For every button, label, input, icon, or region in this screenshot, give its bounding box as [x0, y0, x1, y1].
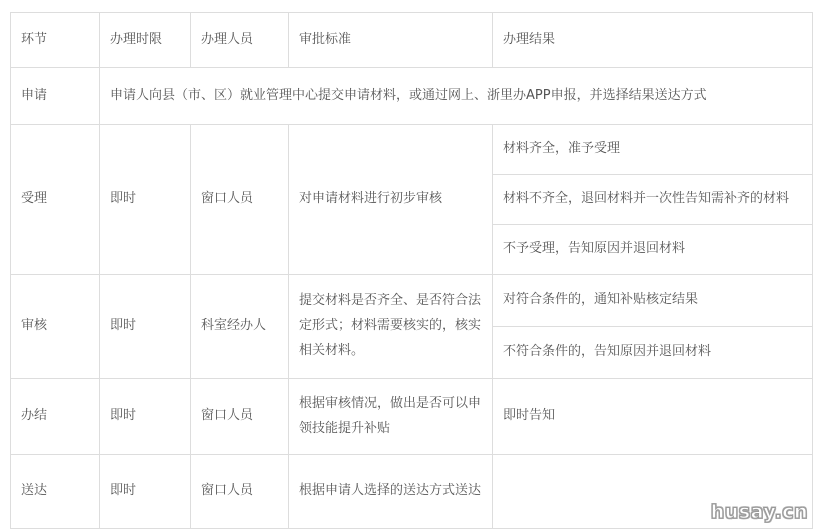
finish-step-cell: 办结 [11, 379, 100, 455]
accept-result-cell-1: 材料齐全，准予受理 [493, 125, 813, 175]
finish-standard-cell: 根据审核情况，做出是否可以申领技能提升补贴 [289, 379, 493, 455]
deliver-staff-cell: 窗口人员 [191, 455, 289, 529]
husay-watermark: husay.cn [710, 501, 808, 523]
row-finish [11, 379, 813, 455]
accept-result-cell-3: 不予受理，告知原因并退回材料 [493, 225, 813, 275]
process-table-container [10, 12, 813, 529]
accept-result-cell-2: 材料不齐全，退回材料并一次性告知需补齐的材料 [493, 175, 813, 225]
apply-description-cell: 申请人向县（市、区）就业管理中心提交申请材料，或通过网上、浙里办APP申报，并选择结果送达方式 [100, 68, 813, 125]
accept-time-limit-cell: 即时 [100, 125, 191, 275]
header-cell-result: 办理结果 [493, 13, 813, 68]
row-apply [11, 68, 813, 125]
table-header-row [11, 13, 813, 68]
deliver-time-limit-cell: 即时 [100, 455, 191, 529]
finish-time-limit-cell: 即时 [100, 379, 191, 455]
row-review [11, 275, 813, 327]
header-cell-step: 环节 [11, 13, 100, 68]
deliver-step-cell: 送达 [11, 455, 100, 529]
review-step-cell: 审核 [11, 275, 100, 379]
apply-step-cell: 申请 [11, 68, 100, 125]
finish-result-cell: 即时告知 [493, 379, 813, 455]
header-cell-staff: 办理人员 [191, 13, 289, 68]
accept-step-cell: 受理 [11, 125, 100, 275]
review-result-cell-2: 不符合条件的，告知原因并退回材料 [493, 327, 813, 379]
finish-staff-cell: 窗口人员 [191, 379, 289, 455]
header-cell-standard: 审批标准 [289, 13, 493, 68]
row-deliver [11, 455, 813, 529]
process-table [10, 12, 813, 529]
review-time-limit-cell: 即时 [100, 275, 191, 379]
review-result-cell-1: 对符合条件的，通知补贴核定结果 [493, 275, 813, 327]
header-cell-time-limit: 办理时限 [100, 13, 191, 68]
accept-staff-cell: 窗口人员 [191, 125, 289, 275]
deliver-standard-cell: 根据申请人选择的送达方式送达 [289, 455, 493, 529]
review-standard-cell: 提交材料是否齐全、是否符合法定形式；材料需要核实的，核实相关材料。 [289, 275, 493, 379]
accept-standard-cell: 对申请材料进行初步审核 [289, 125, 493, 275]
row-accept [11, 125, 813, 175]
review-staff-cell: 科室经办人 [191, 275, 289, 379]
